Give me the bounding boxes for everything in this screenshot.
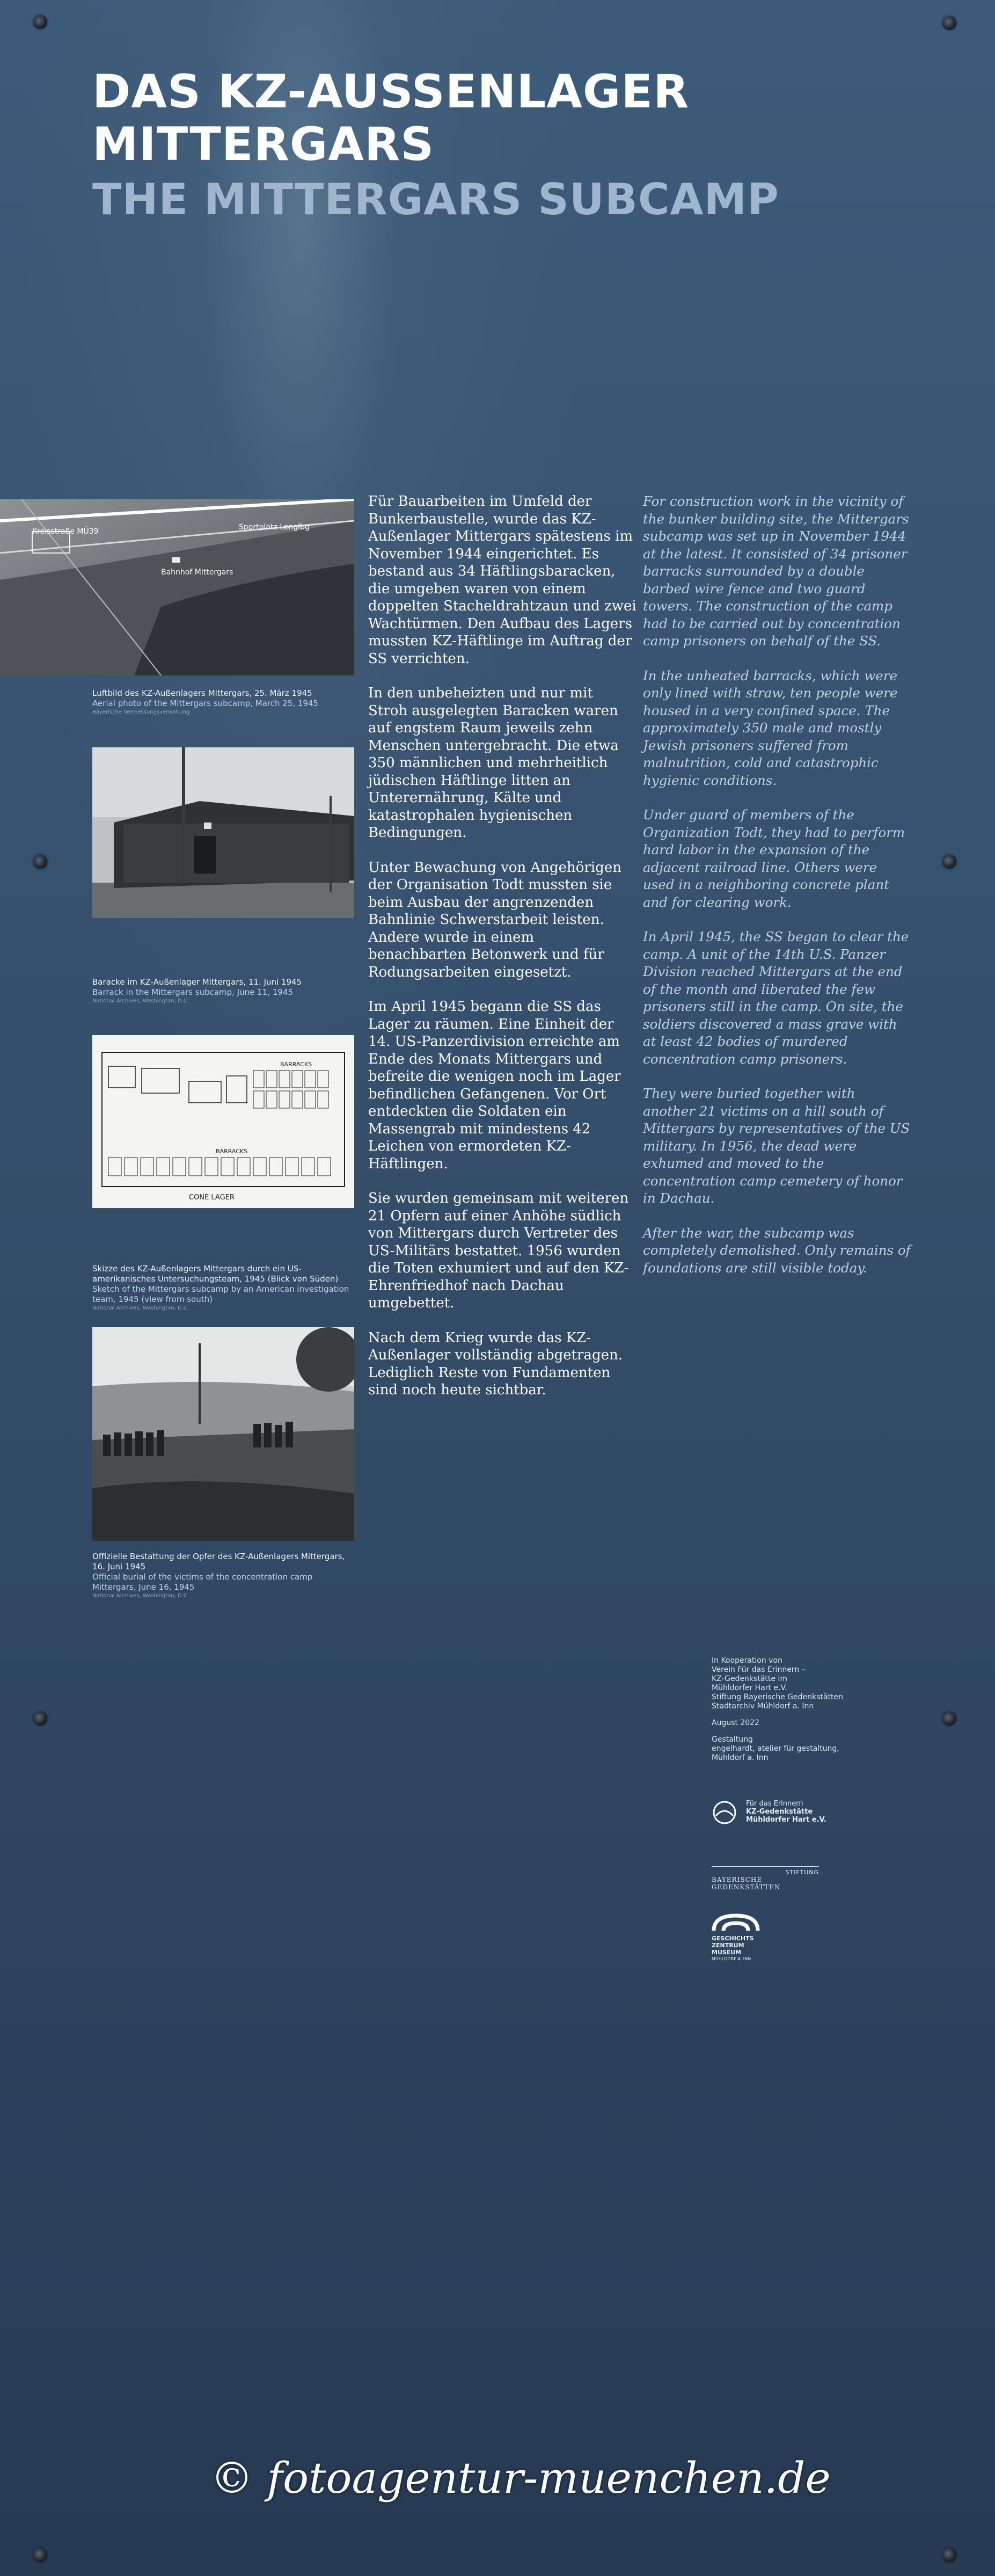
- bolt-icon: [942, 16, 956, 30]
- museum-logo: [712, 1912, 776, 1962]
- bolt-icon: [33, 15, 47, 29]
- paragraph-de: Unter Bewachung von Angehörigen der Organisation Todt mussten sie beim Ausbau der angrenzenden Bahnlinie Schwerstarbeit leisten. Andere wurde in einem benachbarten Betonwerk und für Rodungsarbeiten eingesetzt.: [368, 859, 621, 980]
- paragraph-en: After the war, the subcamp was completely demolished. Only remains of foundations are still visible today.: [643, 1225, 911, 1276]
- paragraph-en: In the unheated barracks, which were only lined with straw, ten people were housed in a very confined space. The approximately 350 male and mostly Jewish prisoners suffered from malnutrition, cold and catastrophic hygienic conditions.: [643, 667, 898, 788]
- credit-line: Stiftung Bayerische Gedenkstätten: [712, 1693, 843, 1701]
- sketch-label: BARRACKS: [216, 1148, 248, 1155]
- logo-line: MÜHLDORF A. INN: [712, 1956, 751, 1961]
- verein-logo-icon: [712, 1800, 737, 1825]
- logo-line: BAYERISCHE GEDENKSTÄTTEN: [712, 1876, 781, 1891]
- watermark: © fotoagentur-muenchen.de: [210, 2453, 831, 2503]
- sketch-label: BARRACKS: [280, 1061, 312, 1068]
- caption-de: Baracke im KZ-Außenlager Mittergars, 11. Juni 1945: [92, 977, 302, 987]
- caption-en: Aerial photo of the Mittergars subcamp, March 25, 1945: [92, 698, 319, 708]
- map-label: Kreisstraße MÜ39: [32, 527, 99, 536]
- sketch-label: CONE LAGER: [189, 1194, 235, 1202]
- text-column-english: [643, 493, 911, 1294]
- bolt-icon: [942, 1712, 956, 1726]
- credit-line: Mühldorf a. Inn: [712, 1753, 769, 1762]
- paragraph-de: In den unbeheizten und nur mit Stroh ausgelegten Baracken waren auf engstem Raum jeweils zehn Menschen untergebracht. Die etwa 350 männlichen und mehrheitlich jüdischen Häftlinge litten an Unterernährung, Kälte und katastrophalen hygienischen Bedingungen.: [368, 685, 619, 841]
- burial-photo: [92, 1327, 354, 1541]
- logo-line: MUSEUM: [712, 1949, 742, 1956]
- logo-line: Für das Erinnern: [746, 1800, 803, 1808]
- paragraph-en: In April 1945, the SS began to clear the camp. A unit of the 14th U.S. Panzer Division reached Mittergars at the end of the month and liberated the few prisoners still in the camp. On site, the soldiers discovered a mass grave with at least 42 bodies of murdered concentration camp prisoners.: [643, 929, 909, 1067]
- paragraph-de: Nach dem Krieg wurde das KZ-Außenlager vollständig abgetragen. Lediglich Reste von Fundamenten sind noch heute sichtbar.: [368, 1329, 623, 1398]
- credits: [712, 1656, 873, 1770]
- logo-line: ZENTRUM: [712, 1942, 744, 1949]
- map-label: Bahnhof Mittergars: [161, 568, 233, 577]
- paragraph-en: Under guard of members of the Organization Todt, they had to perform hard labor in the expansion of the adjacent railroad line. Others were used in a neighboring concrete plant and for clearing work.: [643, 807, 905, 910]
- caption-aerial: [92, 688, 350, 716]
- caption-source: National Archives, Washington, D.C.: [92, 998, 189, 1004]
- caption-en: Sketch of the Mittergars subcamp by an American investigation team, 1945 (view from south): [92, 1284, 349, 1304]
- credit-line: Verein Für das Erinnern –: [712, 1665, 806, 1674]
- credit-line: Gestaltung: [712, 1735, 753, 1744]
- credit-line: Stadtarchiv Mühldorf a. Inn: [712, 1702, 814, 1711]
- text-column-german: [368, 493, 636, 1416]
- caption-barrack: [92, 977, 350, 1005]
- credits-design: [712, 1735, 873, 1763]
- camp-sketch: [92, 1035, 354, 1208]
- bolt-icon: [942, 855, 956, 869]
- caption-de: Luftbild des KZ-Außenlagers Mittergars, 25. März 1945: [92, 688, 312, 698]
- barrack-photo: [92, 747, 354, 918]
- title-line-2: MITTERGARS: [92, 118, 435, 171]
- verein-logo: [712, 1800, 851, 1827]
- credits-date: August 2022: [712, 1719, 760, 1727]
- caption-source: National Archives, Washington, D.C.: [92, 1305, 189, 1311]
- museum-logo-icon: [712, 1912, 760, 1932]
- caption-source: Bayerische Vermessungsverwaltung: [92, 709, 190, 715]
- paragraph-de: Für Bauarbeiten im Umfeld der Bunkerbaustelle, wurde das KZ-Außenlager Mittergars spätestens im November 1944 eingerichtet. Es bestand aus 34 Häftlingsbaracken, die umgeben waren von einem doppelten Stacheldrahtzaun und zwei Wachtürmen. Den Aufbau des Lagers mussten KZ-Häftlinge im Auftrag der SS verrichten.: [368, 493, 636, 667]
- bolt-icon: [33, 2548, 47, 2562]
- logo-line: KZ-Gedenkstätte: [746, 1808, 813, 1816]
- page-title: [92, 66, 689, 171]
- caption-de: Offizielle Bestattung der Opfer des KZ-Außenlagers Mittergars, 16. Juni 1945: [92, 1552, 345, 1571]
- paragraph-en: For construction work in the vicinity of the bunker building site, the Mittergars subcamp was set up in November 1944 at the latest. It consisted of 34 prisoner barracks surrounded by a double barbed wire fence and two guard towers. The construction of the camp had to be carried out by concentration camp prisoners on behalf of the SS.: [643, 493, 909, 649]
- credit-line: engelhardt, atelier für gestaltung,: [712, 1744, 839, 1753]
- logo-line: STIFTUNG: [785, 1869, 819, 1876]
- map-label: Sportplatz Lenglbg: [239, 523, 310, 532]
- bolt-icon: [942, 2548, 956, 2562]
- title-line-1: DAS KZ-AUSSENLAGER: [92, 65, 690, 119]
- paragraph-de: Sie wurden gemeinsam mit weiteren 21 Opfern auf einer Anhöhe südlich von Mittergars durch Vertreter des US-Militärs bestattet. 1956 wurden die Toten exhumiert und auf den KZ-Ehrenfriedhof nach Dachau umgebettet.: [368, 1190, 629, 1311]
- caption-en: Official burial of the victims of the concentration camp Mittergars, June 16, 1945: [92, 1572, 313, 1592]
- credit-line: In Kooperation von: [712, 1656, 782, 1665]
- credit-line: KZ-Gedenkstätte im: [712, 1675, 787, 1683]
- logo-line: Mühldorfer Hart e.V.: [746, 1816, 826, 1824]
- caption-sketch: [92, 1264, 350, 1312]
- caption-de: Skizze des KZ-Außenlagers Mittergars durch ein US-amerikanisches Untersuchungsteam, 1945 (Blick von Süden): [92, 1264, 339, 1284]
- stiftung-logo: [712, 1866, 824, 1891]
- page-subtitle: THE MITTERGARS SUBCAMP: [92, 174, 779, 224]
- credit-line: Mühldorfer Hart e.V.: [712, 1684, 787, 1692]
- paragraph-de: Im April 1945 begann die SS das Lager zu räumen. Eine Einheit der 14. US-Panzerdivision erreichte am Ende des Monats Mittergars und befreite die wenigen noch im Lager befindlichen Gefangenen. Vor Ort entdeckten die Soldaten ein Massengrab mit mindestens 42 Leichen von ermordeten KZ-Häftlingen.: [368, 999, 621, 1172]
- aerial-photo: [0, 499, 354, 675]
- caption-burial: [92, 1552, 350, 1600]
- bolt-icon: [33, 1712, 47, 1726]
- caption-en: Barrack in the Mittergars subcamp, June 11, 1945: [92, 987, 293, 997]
- bolt-icon: [33, 855, 47, 869]
- credits-cooperation: [712, 1656, 873, 1711]
- paragraph-en: They were buried together with another 21 victims on a hill south of Mittergars by representatives of the US military. In 1956, the dead were exhumed and moved to the concentration camp cemetery of honor in Dachau.: [643, 1086, 910, 1206]
- logo-line: GESCHICHTS: [712, 1935, 754, 1942]
- caption-source: National Archives, Washington, D.C.: [92, 1593, 189, 1599]
